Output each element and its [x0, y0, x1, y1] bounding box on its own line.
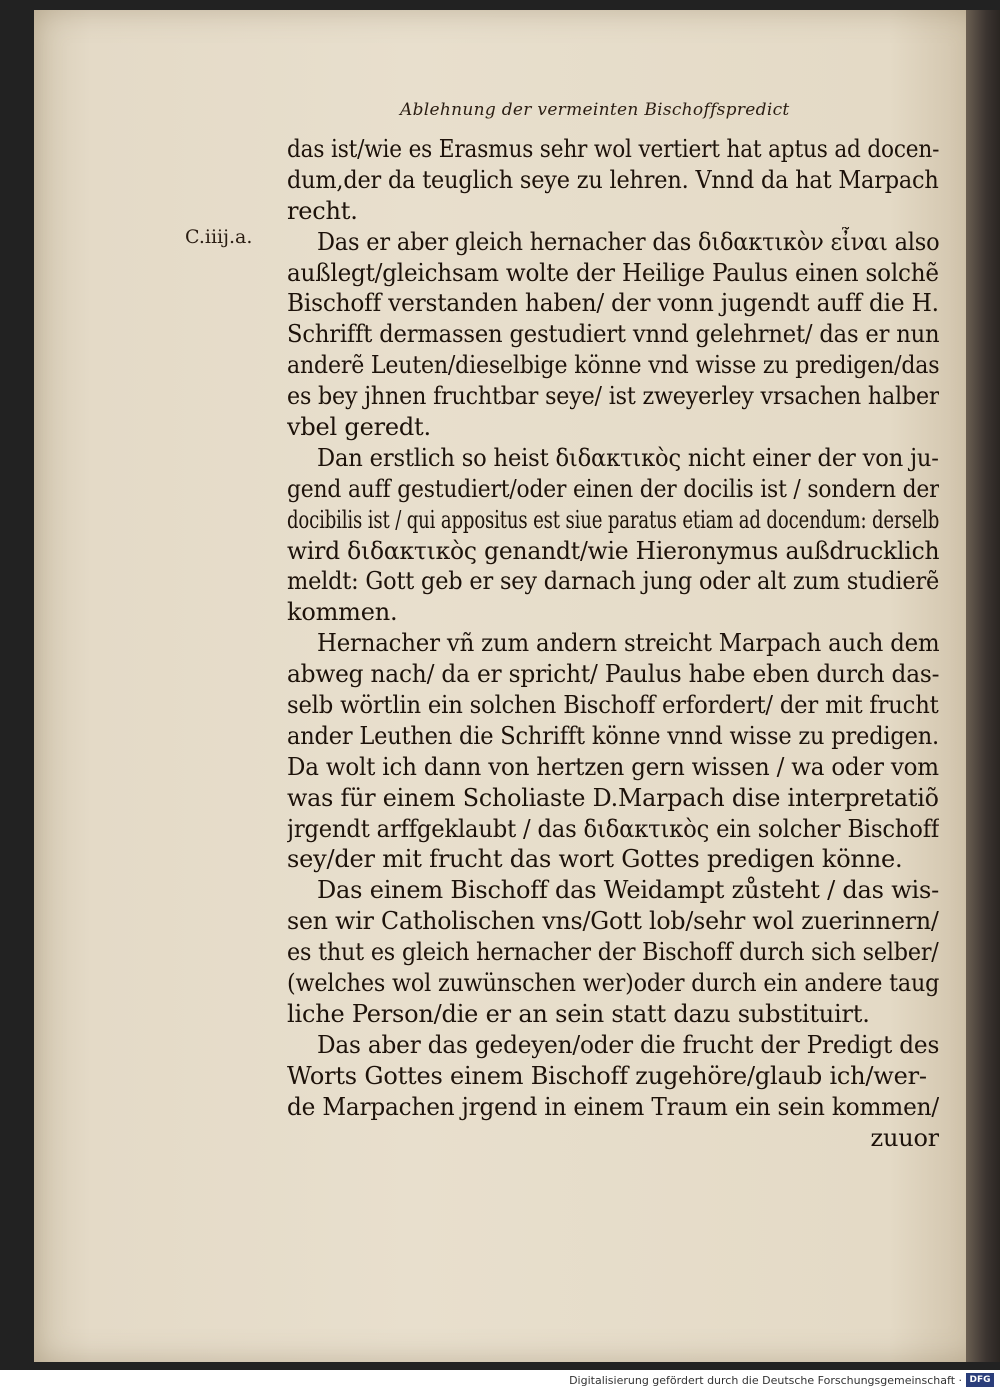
text-line: sey/der mit frucht das wort Gottes predigen könne. [287, 845, 903, 874]
text-block [287, 134, 939, 1153]
text-line: recht. [287, 196, 358, 225]
text-line: außlegt/gleichsam wolte der Heilige Paulus einen solchẽ [287, 258, 939, 287]
text-line: dum,der da teuglich seye zu lehren. Vnnd da hat Marpach [287, 165, 939, 194]
text-line: Da wolt ich dann von hertzen gern wissen / wa oder vom [287, 752, 939, 781]
dfg-logo: DFG [966, 1373, 994, 1387]
text-line: jrgendt arffgeklaubt / das διδακτικὸς ein solcher Bischoff [287, 814, 939, 843]
text-line: anderẽ Leuten/dieselbige könne vnd wisse zu predigen/das [287, 351, 939, 380]
text-line: abweg nach/ da er spricht/ Paulus habe eben durch das- [287, 660, 939, 689]
text-line: docibilis ist / qui appositus est siue paratus etiam ad docendum: derselb [287, 505, 939, 534]
catchword: zuuor [870, 1123, 939, 1152]
text-line: sen wir Catholischen vns/Gott lob/sehr wol zuerinnern/ [287, 907, 939, 936]
text-line: was für einem Scholiaste D.Marpach dise interpretatiõ [287, 783, 939, 812]
text-line: meldt: Gott geb er sey darnach jung oder alt zum studierẽ [287, 567, 939, 596]
text-line: Hernacher vñ zum andern streicht Marpach auch dem [317, 629, 939, 658]
text-line: Das einem Bischoff das Weidampt zůsteht / das wis- [317, 876, 939, 905]
text-line: Bischoff verstanden haben/ der vonn jugendt auff die H. [287, 289, 939, 318]
text-line: kommen. [287, 598, 398, 627]
text-line: Worts Gottes einem Bischoff zugehöre/glaub ich/wer- [287, 1061, 927, 1090]
running-head: Ablehnung der vermeinten Bischoffspredict [400, 100, 790, 120]
text-line: Dan erstlich so heist διδακτικὸς nicht einer der von ju- [317, 443, 939, 472]
page-edge [966, 10, 1000, 1362]
margin-note: C.iiij.a. [185, 226, 253, 248]
footer-credit: Digitalisierung gefördert durch die Deutsche Forschungsgemeinschaft · [569, 1374, 962, 1387]
text-line: liche Person/die er an sein statt dazu substituirt. [287, 999, 870, 1028]
text-line: de Marpachen jrgend in einem Traum ein sein kommen/ [287, 1092, 939, 1121]
text-line: selb wörtlin ein solchen Bischoff erfordert/ der mit frucht [287, 691, 939, 720]
text-line: Das er aber gleich hernacher das διδακτικὸν εἶναι also [317, 227, 939, 256]
text-line: es thut es gleich hernacher der Bischoff durch sich selber/ [287, 938, 939, 967]
text-line: wird διδακτικὸς genandt/wie Hieronymus außdrucklich [287, 536, 939, 565]
text-line: das ist/wie es Erasmus sehr wol vertiert hat aptus ad docen- [287, 135, 939, 163]
text-line: (welches wol zuwünschen wer)oder durch ein andere taug [287, 969, 939, 998]
text-line: Schrifft dermassen gestudiert vnnd gelehrnet/ das er nun [287, 320, 939, 349]
text-line: gend auff gestudiert/oder einen der docilis ist / sondern der [287, 474, 939, 503]
text-line: vbel geredt. [287, 413, 431, 442]
text-line: ander Leuthen die Schrifft könne vnnd wisse zu predigen. [287, 721, 939, 750]
text-line: es bey jhnen fruchtbar seye/ ist zweyerley vrsachen halber [287, 382, 939, 411]
text-line: Das aber das gedeyen/oder die frucht der Predigt des [317, 1030, 939, 1059]
